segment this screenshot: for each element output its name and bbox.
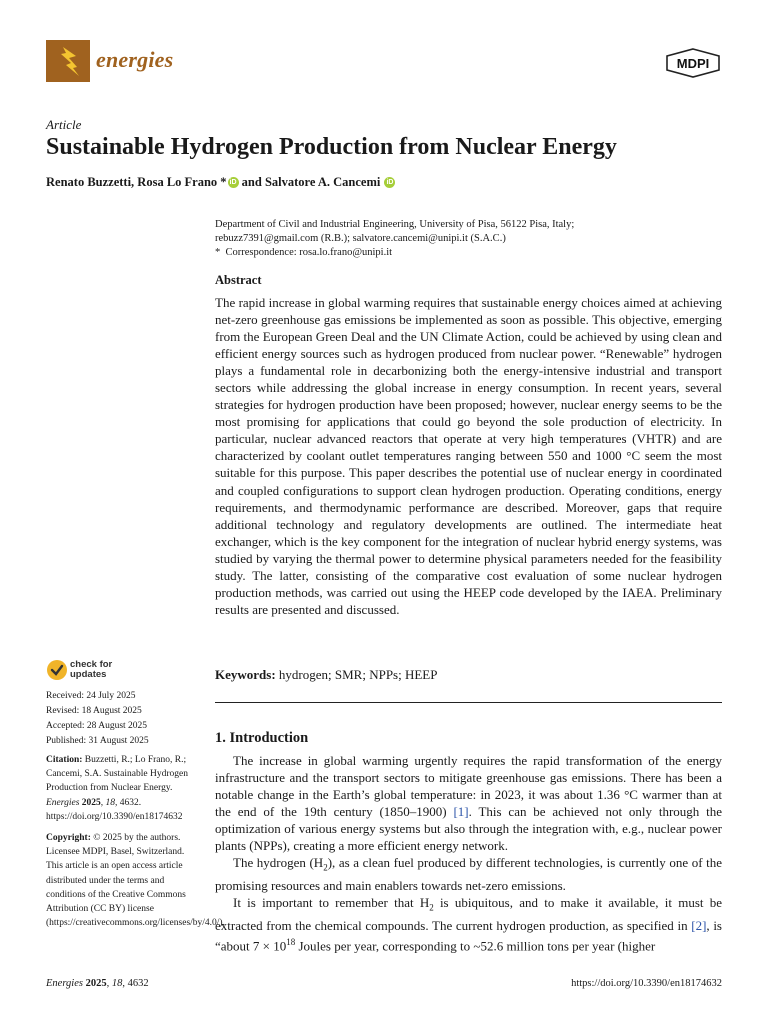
- citation-link[interactable]: [2]: [691, 917, 707, 933]
- keywords-label: Keywords:: [215, 667, 276, 682]
- affiliation-line: Department of Civil and Industrial Engineering, University of Pisa, 56122 Pisa, Italy;: [215, 219, 575, 230]
- footer-citation: Energies 2025, 18, 4632: [46, 978, 149, 989]
- accepted-date: Accepted: 28 August 2025: [46, 721, 148, 731]
- paragraph: The increase in global warming urgently requires the rapid transformation of the energy infrastructure and the transport sectors to mitigate greenhouse gas emissions. There has been a notable change in the Earth’s global temperature: in 2023, it was about 1.36 °C warmer than at the end of the 19th century (1850–1900) [1]. This can be achieved not only through the optimization of various energy systems but also through the integration with, e.g., nuclear power plants (NPPs), creating a more efficient energy network.: [215, 753, 722, 854]
- divider: [215, 702, 722, 703]
- affiliation-emails: rebuzz7391@gmail.com (R.B.); salvatore.cancemi@unipi.it (S.A.C.): [215, 233, 506, 244]
- paragraph: It is important to remember that $H_2$ is ubiquitous, and to make it available, it must be extracted from the chemical compounds. The current hydrogen production, as specified in [2], is “about $7 \times 10^{18}$ Joules per year, corresponding to ~52.6 million tons per year (higher: [215, 894, 723, 953]
- publication-dates: [46, 689, 149, 749]
- copyright-block: Copyright: © 2025 by the authors. Licensee MDPI, Basel, Switzerland. This article is an open access article distributed under the terms and conditions of the Creative Commons Attribution (CC BY) license (https://creativecommons.org/licenses/by/4.0/).: [46, 833, 225, 929]
- journal-name[interactable]: energies: [96, 47, 174, 72]
- keywords-list: hydrogen; SMR; NPPs; HEEP: [278, 667, 438, 682]
- copyright-label: Copyright:: [46, 833, 91, 843]
- page-title: Sustainable Hydrogen Production from Nuclear Energy: [46, 134, 617, 160]
- orcid-icon[interactable]: iD: [229, 179, 237, 186]
- section-heading: 1. Introduction: [215, 730, 309, 746]
- author-2[interactable]: Rosa Lo Frano *: [137, 175, 227, 189]
- published-date: Published: 31 August 2025: [46, 736, 149, 746]
- received-date: Received: 24 July 2025: [46, 691, 136, 701]
- check-icon: [46, 659, 68, 681]
- citation-label: Citation:: [46, 755, 83, 765]
- author-3[interactable]: and Salvatore A. Cancemi: [241, 175, 381, 189]
- keywords: [215, 667, 437, 683]
- revised-date: Revised: 18 August 2025: [46, 706, 142, 716]
- author-1[interactable]: Renato Buzzetti,: [46, 175, 135, 189]
- intro-text: [215, 752, 722, 954]
- journal-logo[interactable]: [46, 40, 90, 82]
- doi-link[interactable]: , 4632. https://doi.org/10.3390/en18174632: [46, 797, 183, 822]
- footer-doi-link[interactable]: https://doi.org/10.3390/en18174632: [571, 978, 722, 989]
- article-type: Article: [46, 117, 82, 132]
- correspondence: * Correspondence: rosa.lo.frano@unipi.it: [215, 247, 393, 258]
- affiliation: [215, 218, 715, 260]
- citation-link[interactable]: [1]: [453, 804, 469, 820]
- paragraph: The hydrogen $(H_2)$, as a clean fuel produced by different technologies, is currently one of the promising resources and main enablers towards net-zero emissions.: [215, 855, 722, 893]
- abstract-text: The rapid increase in global warming requires that sustainable energy choices aimed at achieving net-zero greenhouse gas emissions be implemented as soon as possible. This objective, emerging from the European Green Deal and the UN Climate Action, could be achieved by using clean and efficient energy sources such as hydrogen produced from nuclear power. “Renewable” hydrogen plays a fundamental role in decarbonizing both the energy-intensive industrial and transport sectors while addressing the global increase in energy consumption. In recent years, several strategies for hydrogen production have been proposed; however, nuclear energy seems to be the most promising for applications that could go beyond the sole production of electricity. In particular, nuclear advanced reactors that operate at very high temperatures (VHTR) and are characterized by coolant outlet temperatures ranging between 550 and 1000 °C seem the most suitable for this purpose. This paper describes the potential use of nuclear energy in coordinated and coupled configurations to support clean hydrogen production. Operating conditions, energy requirements, and thermodynamic performance are described. Moreover, gaps that require additional technology and regulatory developments are outlined. The intermediate heat exchanger, which is the key component for the integration of nuclear hybrid energy systems, was studied by varying the thermal power to determine physical parameters needed for the feasibility study. The latter, consisting of the comparative cost evaluation of some nuclear hydrogen production methods, was carried out using the HEEP code developed by the IAEA. Preliminary results are presented and discussed.: [215, 295, 722, 617]
- lightning-icon: [46, 40, 90, 82]
- abstract-heading: Abstract: [215, 273, 262, 287]
- author-list: [46, 175, 395, 190]
- citation-block: Citation: Buzzetti, R.; Lo Frano, R.; Cancemi, S.A. Sustainable Hydrogen Production from Nuclear Energy. Energies 2025, 18, 4632. https://doi.org/10.3390/en18174632: [46, 755, 188, 822]
- publisher-name: MDPI: [676, 56, 710, 71]
- publisher-logo[interactable]: [664, 48, 722, 78]
- check-updates-label[interactable]: check for updates: [70, 659, 113, 680]
- orcid-icon[interactable]: iD: [386, 179, 394, 186]
